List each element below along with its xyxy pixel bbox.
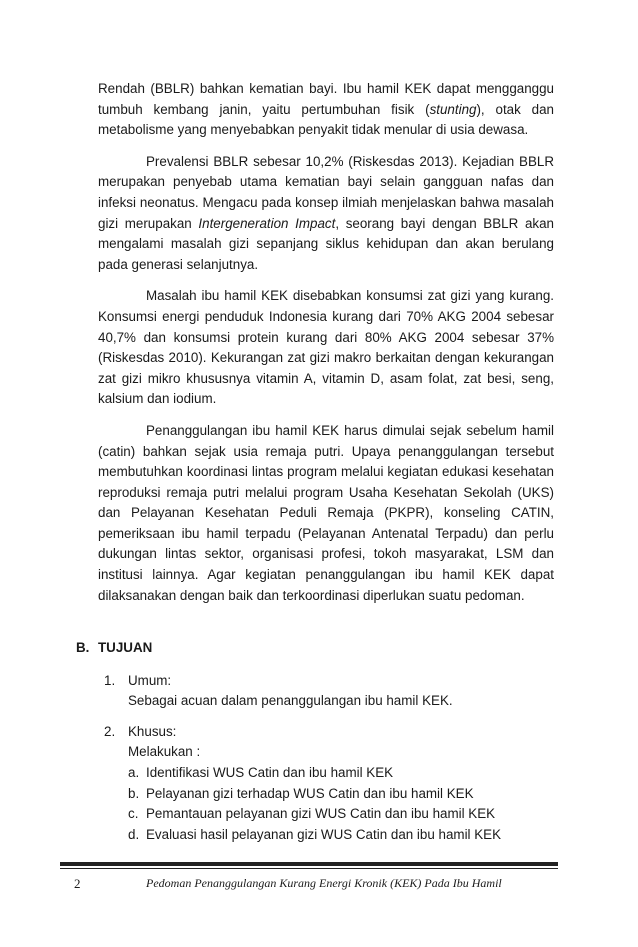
sub-item-text: Identifikasi WUS Catin dan ibu hamil KEK [146, 764, 394, 780]
body-text [98, 79, 554, 617]
sub-item-letter: c. [128, 806, 139, 822]
sub-item-letter: b. [128, 785, 140, 801]
list-item-text: Sebagai acuan dalam penanggulangan ibu hamil KEK. [128, 693, 453, 709]
paragraph-1 [98, 79, 554, 141]
sub-item-letter: d. [128, 826, 140, 842]
footer-rule-thick [60, 862, 558, 866]
sub-item [128, 784, 554, 805]
paragraph-1-text-a: Rendah (BBLR) bahkan kematian bayi. Ibu hamil KEK dapat mengganggu tumbuh kembang janin, yaitu pertumbuhan fisik ( [98, 81, 554, 117]
sub-item-text: Pemantauan pelayanan gizi WUS Catin dan ibu hamil KEK [146, 806, 496, 822]
list-item-number: 1. [104, 672, 116, 688]
paragraph-3: Masalah ibu hamil KEK disebabkan konsumsi zat gizi yang kurang. Konsumsi energi penduduk Indonesia kurang dari 70% AKG 2004 sebesar 40,7% dan konsumsi protein kurang dari 80% AKG 2004 sebesar 37% (Riskesdas 2010). Kekurangan zat gizi makro berkaitan dengan kekurangan zat gizi mikro khususnya vitamin A, vitamin D, asam folat, zat besi, seng, kalsium dan iodium. [98, 288, 554, 407]
section-title: TUJUAN [98, 640, 153, 655]
list-item-number: 2. [104, 723, 116, 739]
paragraph-1-text-b: ), otak dan metabolisme yang menyebabkan penyakit tidak menular di usia dewasa. [98, 101, 554, 138]
section-letter: B. [76, 640, 90, 655]
paragraph-2-italic-term: Intergeneration Impact [198, 215, 336, 231]
list-item-body [128, 722, 554, 846]
sub-item-letter: a. [128, 764, 140, 780]
list-item-label: Umum: [128, 672, 172, 688]
paragraph-4: Penanggulangan ibu hamil KEK harus dimulai sejak sebelum hamil (catin) bahkan sejak usia remaja putri. Upaya penanggulangan tersebut membutuhkan koordinasi lintas program melalui kegiatan edukasi kesehatan reproduksi remaja putri melalui program Usaha Kesehatan Sekolah (UKS) dan Pelayanan Kesehatan Peduli Remaja (PKPR), konseling CATIN, pemeriksaan ibu hamil terpadu (Pelayanan Antenatal Terpadu) dan perlu dukungan lintas sektor, organisasi profesi, tokoh masyarakat, LSM dan institusi lainnya. Agar kegiatan penanggulangan ibu hamil KEK dapat dilaksanakan dengan baik dan terkoordinasi diperlukan suatu pedoman. [98, 422, 554, 603]
page-number: 2 [74, 876, 81, 891]
paragraph-2-text-b: , seorang bayi dengan BBLR akan mengalami masalah gizi sepanjang siklus kehidupan dan akan berulang pada generasi selanjutnya. [98, 215, 554, 272]
sub-item [128, 763, 554, 784]
paragraph-1-italic-term: stunting [429, 101, 477, 117]
list-item-label: Khusus: [128, 723, 177, 739]
sub-item-text: Evaluasi hasil pelayanan gizi WUS Catin dan ibu hamil KEK [146, 826, 502, 842]
section-tujuan [76, 638, 554, 855]
paragraph-2-text-a: Prevalensi BBLR sebesar 10,2% (Riskesdas 2013). Kejadian BBLR merupakan penyebab utama kematian bayi selain gangguan nafas dan infeksi neonatus. Mengacu pada konsep ilmiah menjelaskan bahwa masalah gizi merupakan [98, 153, 554, 231]
list-item-khusus [104, 722, 554, 846]
list-item-umum [104, 671, 554, 712]
footer-title: Pedoman Penanggulangan Kurang Energi Kronik (KEK) Pada Ibu Hamil [146, 876, 502, 890]
sub-item-text: Pelayanan gizi terhadap WUS Catin dan ibu hamil KEK [146, 785, 474, 801]
list-item-text: Melakukan : [128, 744, 201, 760]
footer-rule-thin [60, 868, 558, 869]
section-heading [76, 638, 554, 659]
paragraph-2 [98, 152, 554, 276]
list-item-body [128, 671, 554, 712]
sub-item [128, 825, 554, 846]
sub-item [128, 804, 554, 825]
